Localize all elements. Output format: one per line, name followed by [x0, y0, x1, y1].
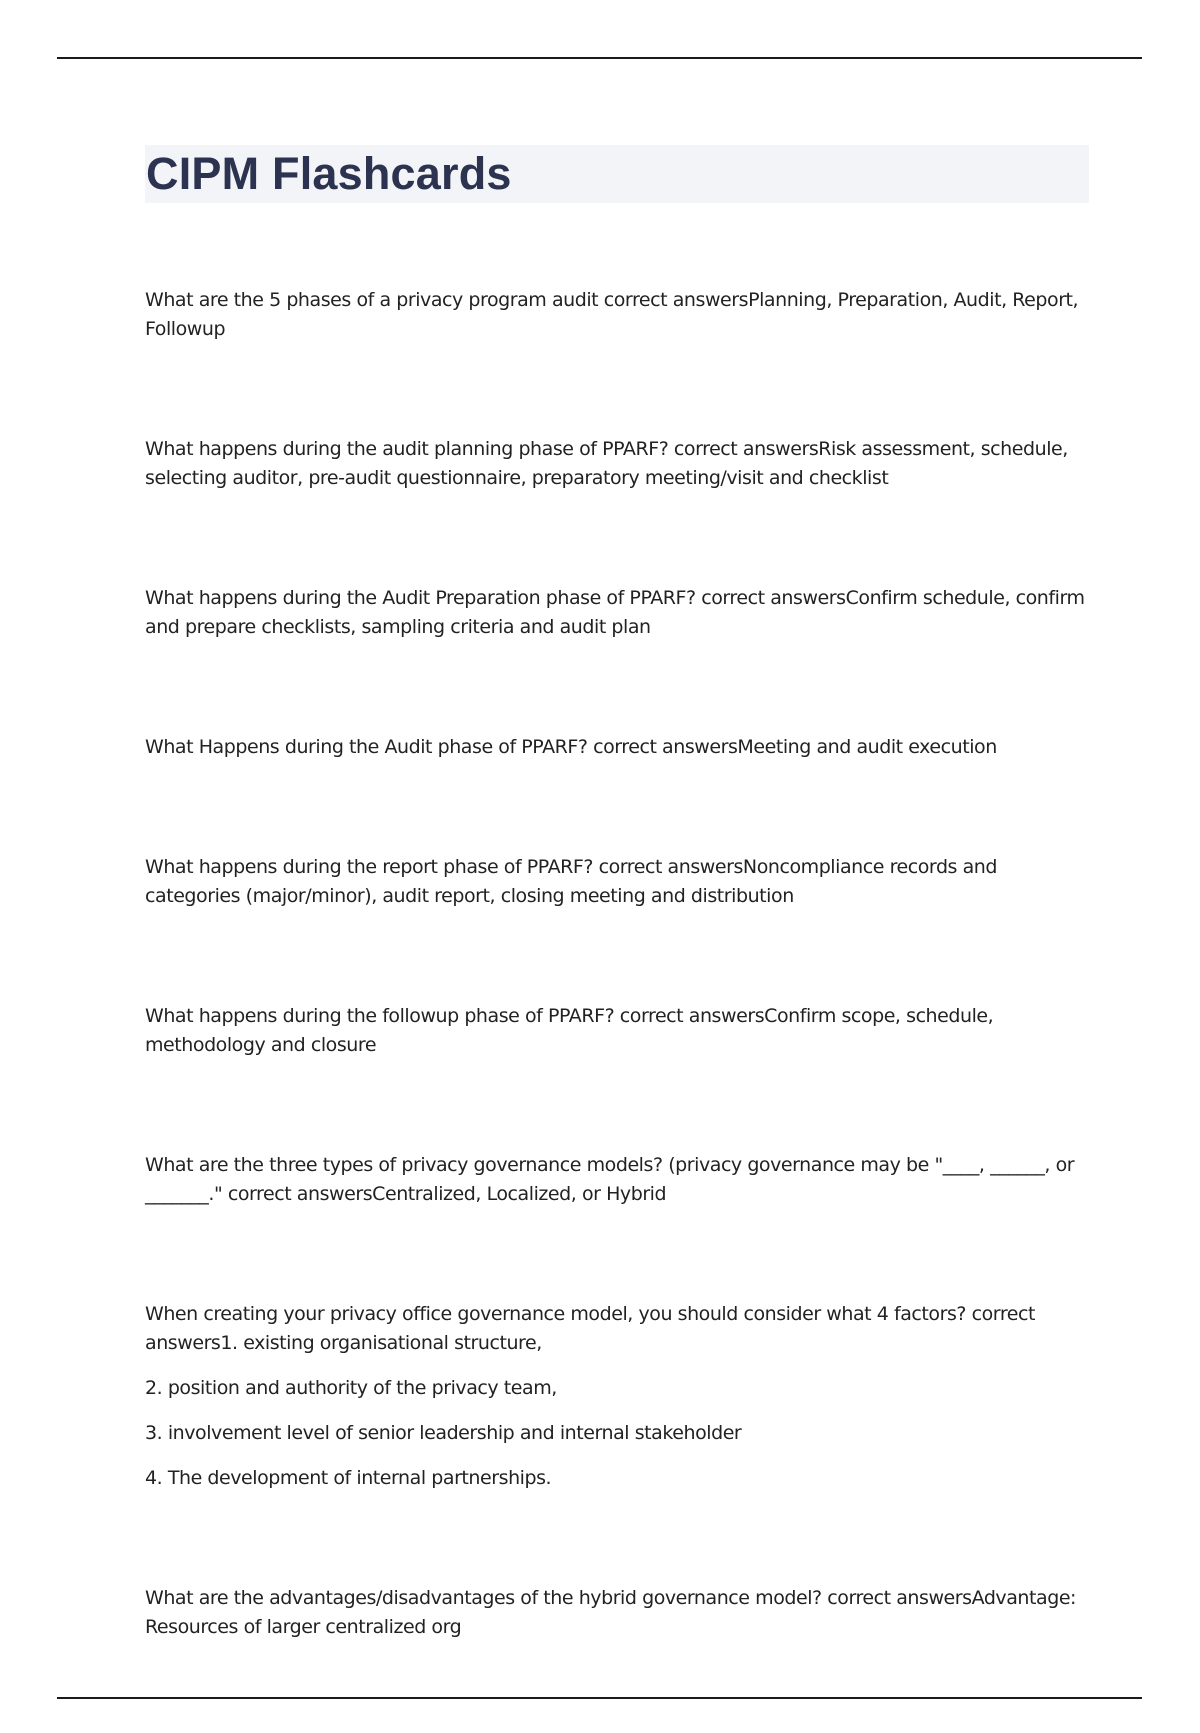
- flashcard-text: What are the 5 phases of a privacy program audit correct answersPlanning, Preparation, Audit, Report, Followup: [145, 289, 1079, 340]
- flashcard-list-item: 3. involvement level of senior leadership and internal stakeholder: [145, 1422, 742, 1444]
- header-rule: [57, 57, 1142, 59]
- flashcard-text: What are the advantages/disadvantages of the hybrid governance model? correct answersAdvantage: Resources of larger centralized org: [145, 1587, 1077, 1638]
- footer-rule: [57, 1697, 1142, 1699]
- flashcard-text: What happens during the Audit Preparation phase of PPARF? correct answersConfirm schedule, confirm and prepare checklists, sampling criteria and audit plan: [145, 587, 1085, 638]
- flashcard: [145, 1151, 1095, 1209]
- flashcard: [145, 435, 1095, 493]
- flashcard-text: When creating your privacy office governance model, you should consider what 4 factors? correct answers1. existing organisational structure,: [145, 1303, 1036, 1354]
- flashcard: [145, 1002, 1095, 1060]
- flashcard-text: What are the three types of privacy governance models? (privacy governance may be "____, ______, or _______." correct answersCentralized, Localized, or Hybrid: [145, 1154, 1075, 1205]
- flashcard: [145, 584, 1095, 642]
- flashcard: [145, 733, 1095, 762]
- flashcard-text: What happens during the audit planning phase of PPARF? correct answersRisk assessment, schedule, selecting auditor, pre-audit questionnaire, preparatory meeting/visit and checklist: [145, 438, 1068, 489]
- flashcard: [145, 853, 1095, 911]
- flashcard: [145, 1300, 1095, 1493]
- flashcard-list-item: 2. position and authority of the privacy team,: [145, 1377, 557, 1399]
- flashcard: [145, 1584, 1095, 1642]
- flashcard: [145, 286, 1095, 344]
- flashcard-list: [145, 286, 1095, 1733]
- document-title: CIPM Flashcards: [146, 148, 512, 199]
- flashcard-text: What Happens during the Audit phase of PPARF? correct answersMeeting and audit execution: [145, 736, 997, 758]
- flashcard-list-item: 4. The development of internal partnerships.: [145, 1467, 552, 1489]
- flashcard-text: What happens during the report phase of PPARF? correct answersNoncompliance records and categories (major/minor), audit report, closing meeting and distribution: [145, 856, 997, 907]
- flashcard-text: What happens during the followup phase of PPARF? correct answersConfirm scope, schedule, methodology and closure: [145, 1005, 994, 1056]
